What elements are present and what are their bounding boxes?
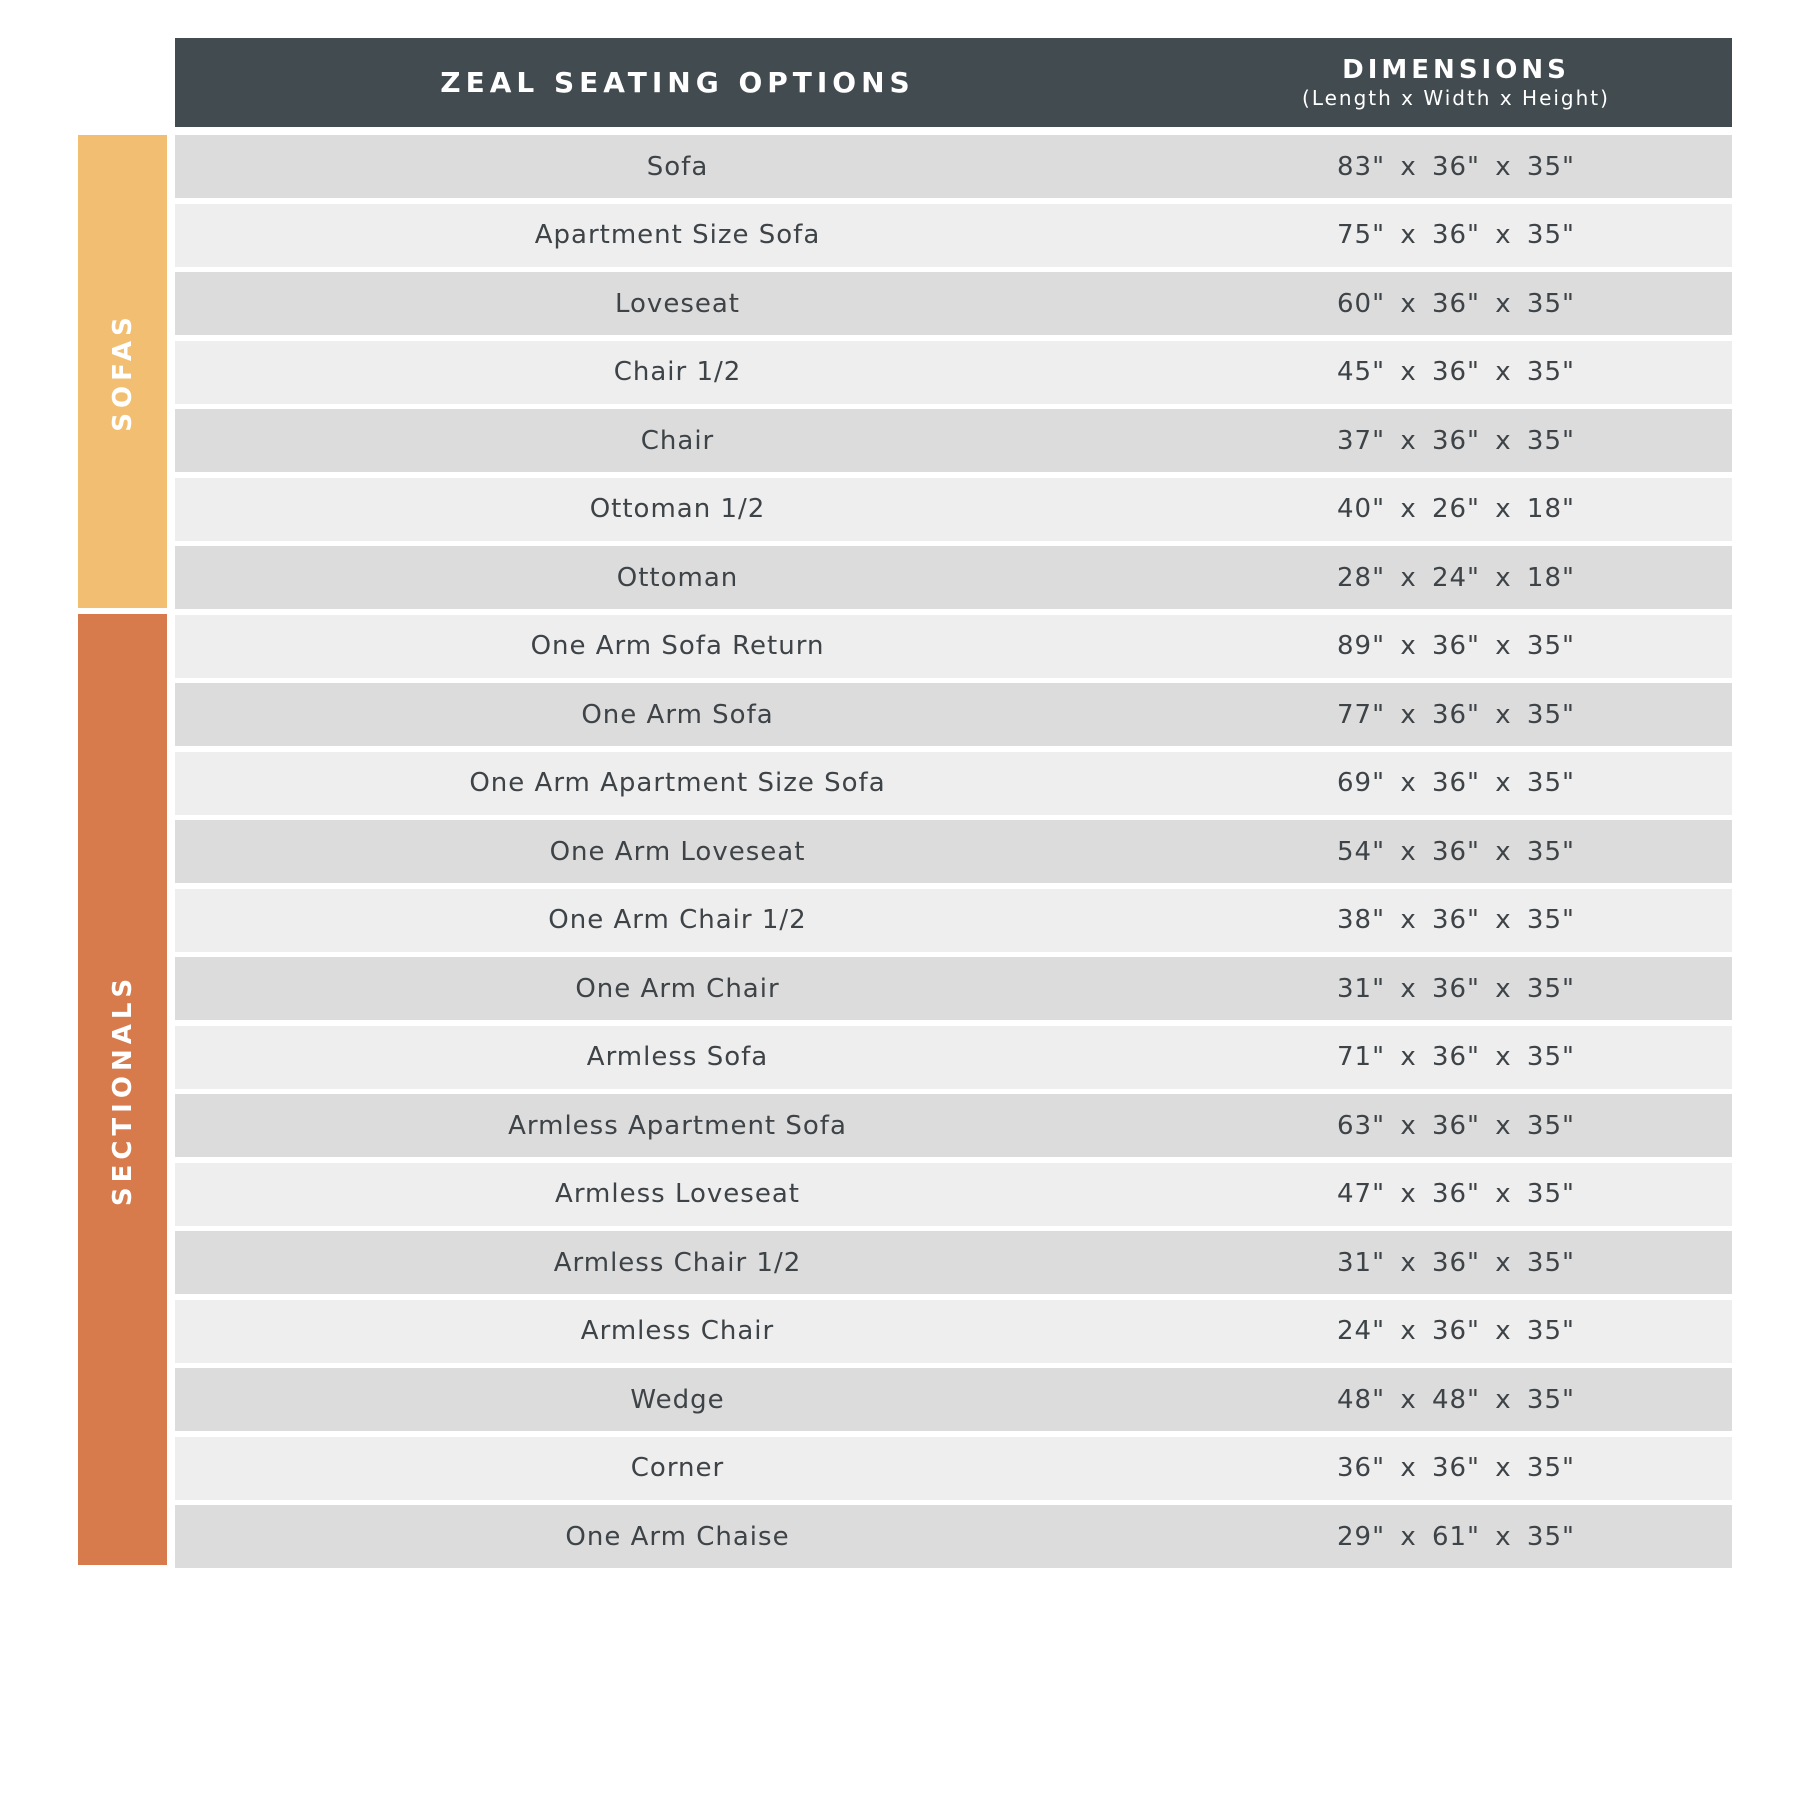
seat-dimensions: 89" x 36" x 35" xyxy=(1337,631,1575,661)
table-row xyxy=(175,1505,1732,1568)
dimensions-title: DIMENSIONS xyxy=(1342,54,1570,85)
seat-dimensions: 83" x 36" x 35" xyxy=(1337,151,1575,182)
seat-name: One Arm Apartment Size Sofa xyxy=(469,768,886,798)
seat-name: One Arm Loveseat xyxy=(549,836,806,867)
table-row xyxy=(175,615,1732,678)
table-row xyxy=(175,135,1732,198)
category-sectionals-label: SECTIONALS xyxy=(107,973,138,1206)
seat-name: Sofa xyxy=(646,151,709,182)
seat-name: Armless Loveseat xyxy=(555,1179,800,1209)
table-row xyxy=(175,752,1732,815)
seat-name: Apartment Size Sofa xyxy=(534,220,821,250)
table-row xyxy=(175,1026,1732,1089)
table-body xyxy=(175,135,1732,1574)
seat-name: Armless Chair xyxy=(580,1316,775,1346)
dimensions-subtitle: (Length x Width x Height) xyxy=(1302,85,1610,110)
seat-name: Armless Sofa xyxy=(586,1042,769,1072)
category-sofas xyxy=(78,135,167,608)
table-row xyxy=(175,478,1732,541)
seat-dimensions: 77" x 36" x 35" xyxy=(1337,699,1575,730)
seat-name: One Arm Sofa Return xyxy=(530,631,825,661)
table-row xyxy=(175,1300,1732,1363)
table-row xyxy=(175,957,1732,1020)
dimensions-header xyxy=(1180,38,1732,127)
seat-name: Chair 1/2 xyxy=(613,357,742,387)
seat-name: Loveseat xyxy=(615,288,740,319)
table-row xyxy=(175,204,1732,267)
table-row xyxy=(175,1368,1732,1431)
seat-dimensions: 36" x 36" x 35" xyxy=(1337,1453,1575,1483)
seat-name: One Arm Chair xyxy=(575,973,780,1004)
table-row xyxy=(175,341,1732,404)
seat-name: Chair xyxy=(640,425,715,456)
seat-dimensions: 60" x 36" x 35" xyxy=(1337,288,1575,319)
seat-dimensions: 24" x 36" x 35" xyxy=(1337,1316,1575,1346)
seat-dimensions: 54" x 36" x 35" xyxy=(1337,836,1575,867)
seat-dimensions: 28" x 24" x 18" xyxy=(1337,562,1575,593)
seat-dimensions: 40" x 26" x 18" xyxy=(1337,494,1575,524)
seat-name: Armless Apartment Sofa xyxy=(508,1110,847,1141)
seat-name: One Arm Chaise xyxy=(565,1521,790,1552)
table-row xyxy=(175,820,1732,883)
seat-dimensions: 63" x 36" x 35" xyxy=(1337,1110,1575,1141)
table-row xyxy=(175,889,1732,952)
table-row xyxy=(175,1231,1732,1294)
category-sofas-label: SOFAS xyxy=(107,311,138,432)
table-row xyxy=(175,409,1732,472)
table-row xyxy=(175,1163,1732,1226)
seat-name: Ottoman 1/2 xyxy=(589,494,766,524)
table-row xyxy=(175,683,1732,746)
seat-dimensions: 71" x 36" x 35" xyxy=(1337,1042,1575,1072)
table-header xyxy=(175,38,1732,127)
seat-dimensions: 31" x 36" x 35" xyxy=(1337,1247,1575,1278)
category-sectionals xyxy=(78,614,167,1565)
table-row xyxy=(175,272,1732,335)
seat-name: Ottoman xyxy=(616,562,739,593)
seat-dimensions: 31" x 36" x 35" xyxy=(1337,973,1575,1004)
seat-name: One Arm Chair 1/2 xyxy=(548,905,807,935)
seat-dimensions: 37" x 36" x 35" xyxy=(1337,425,1575,456)
table-row xyxy=(175,1094,1732,1157)
table-row xyxy=(175,546,1732,609)
table-title: ZEAL SEATING OPTIONS xyxy=(440,66,915,99)
seat-dimensions: 48" x 48" x 35" xyxy=(1337,1384,1575,1415)
seat-dimensions: 29" x 61" x 35" xyxy=(1337,1521,1575,1552)
seat-name: Wedge xyxy=(630,1384,725,1415)
table-row xyxy=(175,1437,1732,1500)
seat-name: One Arm Sofa xyxy=(581,699,774,730)
seat-dimensions: 47" x 36" x 35" xyxy=(1337,1179,1575,1209)
seat-dimensions: 75" x 36" x 35" xyxy=(1337,220,1575,250)
seat-name: Corner xyxy=(630,1453,725,1483)
seat-name: Armless Chair 1/2 xyxy=(553,1247,802,1278)
seat-dimensions: 38" x 36" x 35" xyxy=(1337,905,1575,935)
seat-dimensions: 45" x 36" x 35" xyxy=(1337,357,1575,387)
seat-dimensions: 69" x 36" x 35" xyxy=(1337,768,1575,798)
